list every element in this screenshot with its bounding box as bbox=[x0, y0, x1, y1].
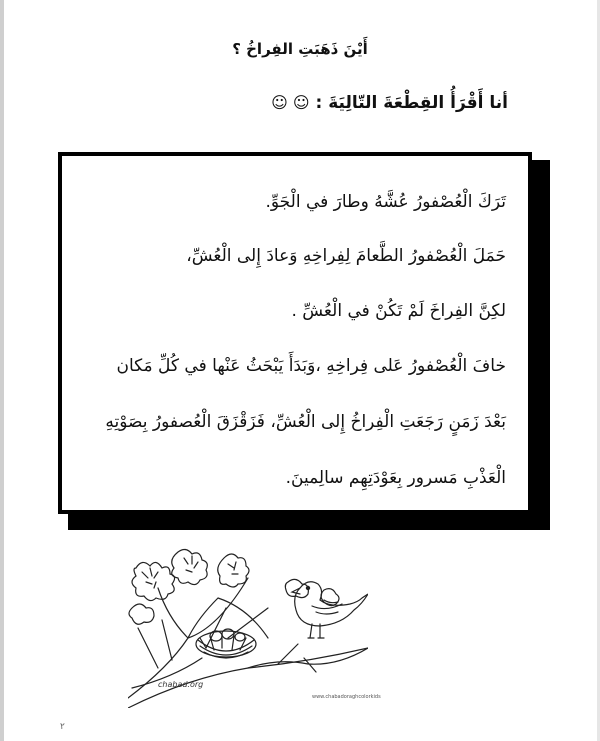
logo-text: chabad.org bbox=[158, 680, 204, 689]
page-left-edge bbox=[0, 0, 4, 741]
passage-line-5: بَعْدَ زَمَنٍ رَجَعَتِ الْفِراخُ إِلى الْعُشِّ، فَزَقْزَقَ الْعُصفورُ بِصَوْتِهِ bbox=[105, 412, 506, 432]
reading-instruction bbox=[267, 93, 508, 113]
page-number: ٢ bbox=[60, 722, 65, 732]
page-title: أَيْنَ ذَهَبَتِ الفِراخُ ؟ bbox=[232, 40, 368, 58]
reading-passage-box bbox=[58, 152, 532, 514]
passage-line-4: خافَ الْعُصْفورُ عَلى فِراخِهِ ،وَبَدَأَ يَبْحَثُ عَنْها في كُلِّ مَكان bbox=[116, 356, 506, 376]
passage-line-2: حَمَلَ الْعُصْفورُ الطَّعامَ لِفِراخِهِ وَعادَ إِلى الْعُشِّ، bbox=[186, 246, 506, 266]
illustration-credit: www.chabadoraghcolorkids bbox=[312, 694, 381, 700]
passage-line-3: لكِنَّ الفِراخَ لَمْ تَكُنْ في الْعُشِّ . bbox=[291, 301, 506, 321]
instruction-text: أنا أَقْرَأُ القِطْعَةَ التّالِيَةَ : bbox=[315, 93, 508, 113]
passage-line-1: تَرَكَ الْعُصْفورُ عُشَّهُ وطارَ في الْجَوِّ. bbox=[265, 192, 506, 212]
passage-line-6: الْعَذْبِ مَسرور بِعَوْدَتِهِم سالِمينَ. bbox=[285, 468, 506, 488]
smiley-icon: ☺ ☺ bbox=[271, 93, 310, 112]
